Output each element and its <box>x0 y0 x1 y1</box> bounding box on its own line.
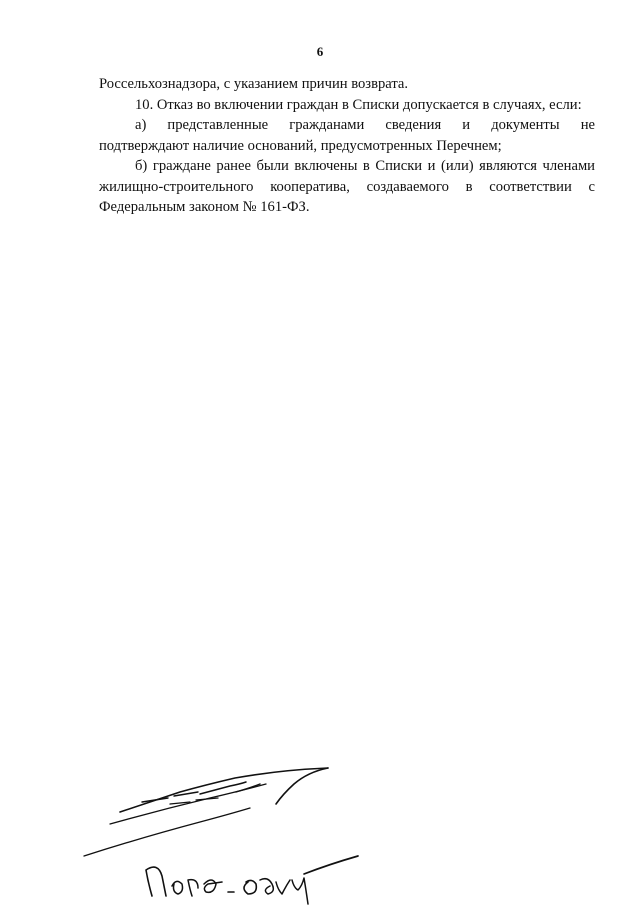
subitem-a-line-2: подтверждают наличие оснований, предусмотренных Перечнем; <box>99 137 502 154</box>
handwritten-signature <box>80 758 380 905</box>
subitem-b-line-1: б) граждане ранее были включены в Списки и (или) являются членами <box>135 158 595 174</box>
subitem-b-line-3: Федеральным законом № 161-ФЗ. <box>99 199 310 215</box>
paragraph-10-line: 10. Отказ во включении граждан в Списки допускается в случаях, если: <box>135 96 582 113</box>
text-line-1: Россельхознадзора, с указанием причин возврата. <box>99 76 409 92</box>
subitem-b-line-2: жилищно-строительного кооператива, создаваемого в соответствии с <box>99 178 595 195</box>
subitem-a-line-1: а) представленные гражданами сведения и документы не <box>135 117 595 133</box>
document-body <box>99 74 595 218</box>
page-number: 6 <box>316 44 324 59</box>
